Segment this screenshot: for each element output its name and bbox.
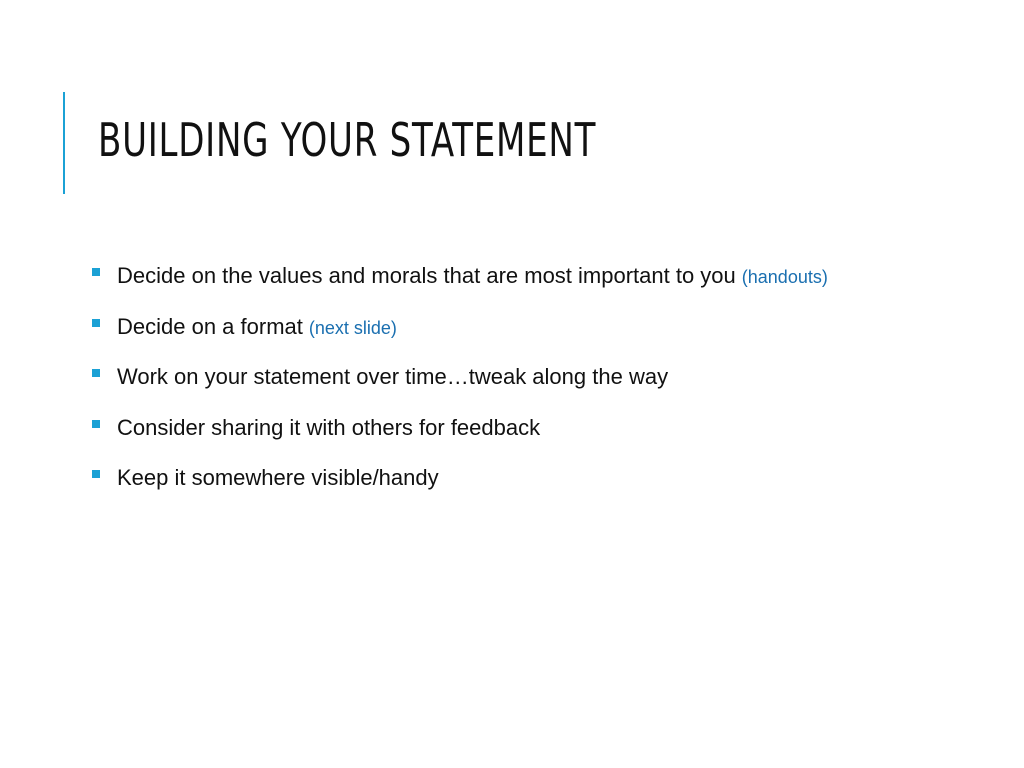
square-bullet-icon xyxy=(92,470,100,478)
square-bullet-icon xyxy=(92,319,100,327)
square-bullet-icon xyxy=(92,268,100,276)
square-bullet-icon xyxy=(92,420,100,428)
bullet-text-main: Decide on a format xyxy=(117,313,303,339)
next-slide-link[interactable]: (next slide) xyxy=(308,317,397,338)
bullet-text xyxy=(117,258,828,295)
square-bullet-icon xyxy=(92,369,100,377)
slide-title: BUILDING YOUR STATEMENT xyxy=(98,113,597,167)
title-accent-bar xyxy=(63,92,65,194)
bullet-text: Consider sharing it with others for feedback xyxy=(117,414,541,440)
handouts-link[interactable]: (handouts) xyxy=(741,267,828,287)
bullet-text xyxy=(117,309,397,346)
bullet-text-main: Decide on the values and morals that are most important to you xyxy=(117,263,736,288)
bullet-text: Work on your statement over time…tweak along the way xyxy=(117,364,669,389)
bullet-text: Keep it somewhere visible/handy xyxy=(117,465,439,490)
